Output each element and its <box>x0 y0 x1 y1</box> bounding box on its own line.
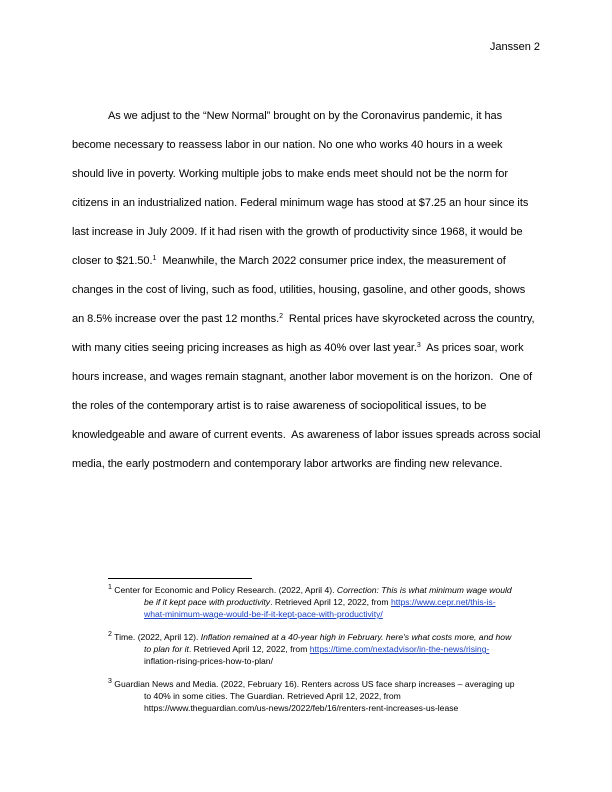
footnote-text: Guardian News and Media. (2022, February 16). Renters across US face sharp increases – averaging up <box>114 679 515 689</box>
paragraph-line <box>72 252 542 281</box>
footnote-text: Center for Economic and Policy Research. (2022, April 4). <box>114 585 337 595</box>
footnote-line <box>108 596 548 608</box>
footnote-text: to 40% in some cities. The Guardian. Retrieved April 12, 2022, from <box>144 691 401 701</box>
footnote-separator <box>108 578 252 579</box>
paragraph-line <box>72 397 542 426</box>
line-text: media, the early postmodern and contemporary labor artworks are finding new relevance. <box>72 458 503 470</box>
line-text: hours increase, and wages remain stagnant, another labor movement is on the horizon. One of <box>72 371 533 383</box>
line-text: As prices soar, work <box>420 342 524 354</box>
body-paragraph <box>72 107 542 484</box>
footnote-line <box>108 678 548 690</box>
footnote-line <box>108 608 548 620</box>
footnotes-section <box>108 584 548 725</box>
footnote-link[interactable]: https://www.cepr.net/this-is- <box>390 597 496 607</box>
line-text: As we adjust to the “New Normal” brought on by the Coronavirus pandemic, it has <box>108 110 503 122</box>
footnote-line <box>108 655 548 667</box>
footnote-ref-1[interactable]: 1 <box>152 255 157 262</box>
line-text: with many cities seeing pricing increases as high as 40% over last year. <box>72 342 417 354</box>
paragraph-line <box>72 194 542 223</box>
footnote-ref-2[interactable]: 2 <box>279 313 283 320</box>
line-text: citizens in an industrialized nation. Federal minimum wage has stood at $7.25 an hour since its <box>72 197 529 209</box>
paragraph-line <box>72 281 542 310</box>
footnote-line <box>108 631 548 643</box>
footnote-text: https://www.theguardian.com/us-news/2022/feb/16/renters-rent-increases-us-lease <box>144 703 459 713</box>
paragraph-line <box>72 339 542 368</box>
paragraph-line <box>72 136 542 165</box>
line-text: Meanwhile, the March 2022 consumer price index, the measurement of <box>156 255 506 267</box>
footnote-line <box>108 643 548 655</box>
footnote-3 <box>108 678 548 714</box>
paragraph-line <box>72 223 542 252</box>
paragraph-line <box>72 310 542 339</box>
footnote-title: be if it kept pace with productivity <box>144 597 271 607</box>
footnote-text: Time. (2022, April 12). <box>114 632 201 642</box>
footnote-text: . Retrieved April 12, 2022, from <box>270 597 391 607</box>
running-head: Janssen 2 <box>489 41 540 53</box>
footnote-title: Inflation remained at a 40-year high in February. here's what costs more, and how <box>200 632 512 642</box>
footnote-number: 1 <box>108 584 112 591</box>
footnote-line <box>108 584 548 596</box>
paragraph-line <box>72 455 542 484</box>
paragraph-line <box>72 107 542 136</box>
line-text: the roles of the contemporary artist is to raise awareness of sociopolitical issues, to be <box>72 400 487 412</box>
footnote-link[interactable]: https://time.com/nextadvisor/in-the-news/rising- <box>309 644 490 654</box>
footnote-link[interactable]: what-minimum-wage-would-be-if-it-kept-pace-with-productivity/ <box>144 609 383 619</box>
footnote-number: 3 <box>108 678 112 685</box>
paragraph-line <box>72 426 542 455</box>
footnote-line <box>108 690 548 702</box>
footnote-title: to plan for it <box>144 644 189 654</box>
footnote-1 <box>108 584 548 620</box>
footnote-title: Correction: This is what minimum wage would <box>336 585 512 595</box>
line-text: changes in the cost of living, such as food, utilities, housing, gasoline, and other goods, shows <box>72 284 526 296</box>
line-text: closer to $21.50. <box>72 255 153 267</box>
footnote-text: inflation-rising-prices-how-to-plan/ <box>144 656 273 666</box>
line-text: last increase in July 2009. If it had risen with the growth of productivity since 1968, it would be <box>72 226 523 238</box>
line-text: an 8.5% increase over the past 12 months. <box>72 313 280 325</box>
line-text: should live in poverty. Working multiple jobs to make ends meet should not be the norm for <box>72 168 508 180</box>
footnote-number: 2 <box>108 631 112 638</box>
paragraph-line <box>72 165 542 194</box>
line-text: Rental prices have skyrocketed across the country, <box>282 313 535 325</box>
footnote-2 <box>108 631 548 667</box>
footnote-text: . Retrieved April 12, 2022, from <box>188 644 310 654</box>
footnote-ref-3[interactable]: 3 <box>416 342 421 349</box>
footnote-line <box>108 702 548 714</box>
paragraph-line <box>72 368 542 397</box>
line-text: knowledgeable and aware of current events. As awareness of labor issues spreads across social <box>72 429 541 441</box>
line-text: become necessary to reassess labor in our nation. No one who works 40 hours in a week <box>72 139 503 151</box>
